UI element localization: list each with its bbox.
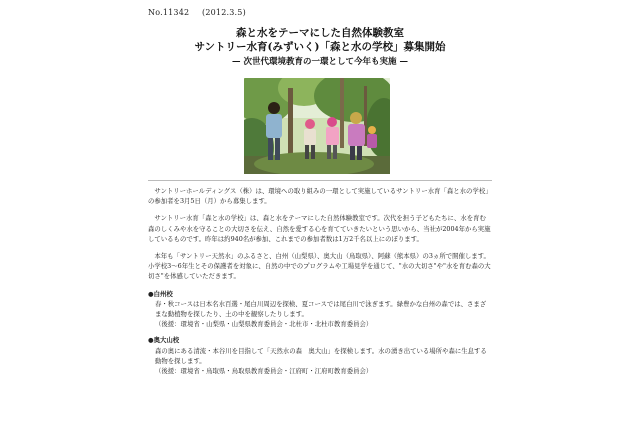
release-number-text: No.11342 [148,8,190,17]
section-okudaisen [148,335,492,376]
section-text: 春・秋コースは日本名水百選・尾白川周辺を探検、夏コースでは尾白川で泳ぎます。緑豊かな白州の森では、さまざまな動植物を探したり、土の中を観察したりします。 [155,299,487,319]
section-sponsors: （後援：環境省・山梨県・山梨県教育委員会・北杜市・北杜市教育委員会） [155,320,373,329]
paragraph-2: サントリー水育「森と水の学校」は、森と水をテーマにした自然体験教室です。次代を担う子どもたちに、水を育む森のしくみや水を守ることの大切さを伝え、自然を愛する心を育てていきたいという思いから、当社が2004年から実施しているものです。昨年は約940名が参加、これまでの参加者数は1万2千名以上にのぼります。 [148,214,491,243]
title-block [0,26,640,68]
section-hakushu [148,289,492,330]
title-line-1: 森と水をテーマにした自然体験教室 [236,27,404,39]
forest-class-photo [244,78,390,174]
body-text [148,186,492,382]
release-date: (2012.3.5) [202,8,246,17]
release-number [148,8,246,17]
paragraph-3: 本年も「サントリー天然水」のふるさと、白州（山梨県）、奥大山（鳥取県）、阿蘇（熊本県）の3ヵ所で開催します。小学校3〜6年生とその保護者を対象に、自然の中でのプログラムや工場見学を通じて、"水の大切さ"や"水を育む森の大切さ"を体感していただきます。 [148,252,491,281]
photo-illustration [244,78,390,174]
section-sponsors: （後援：環境省・鳥取県・鳥取県教育委員会・江府町・江府町教育委員会） [155,367,373,376]
section-heading: ●奥大山校 [148,336,180,345]
section-text: 森の奥にある清流・本谷川を目指して「天然水の森 奥大山」を探検します。水の湧き出ている場所や森に生息する動物を探します。 [155,346,487,365]
divider [148,180,492,181]
section-heading: ●白州校 [148,289,173,298]
subtitle: — 次世代環境教育の一環として今年も実施 — [232,57,408,67]
paragraph-1: サントリーホールディングス（株）は、環境への取り組みの一環として実施しているサントリー水育「森と水の学校」の参加者を3月5日（月）から募集します。 [148,187,492,206]
title-line-2: サントリー水育(みずいく)「森と水の学校」募集開始 [194,41,446,53]
